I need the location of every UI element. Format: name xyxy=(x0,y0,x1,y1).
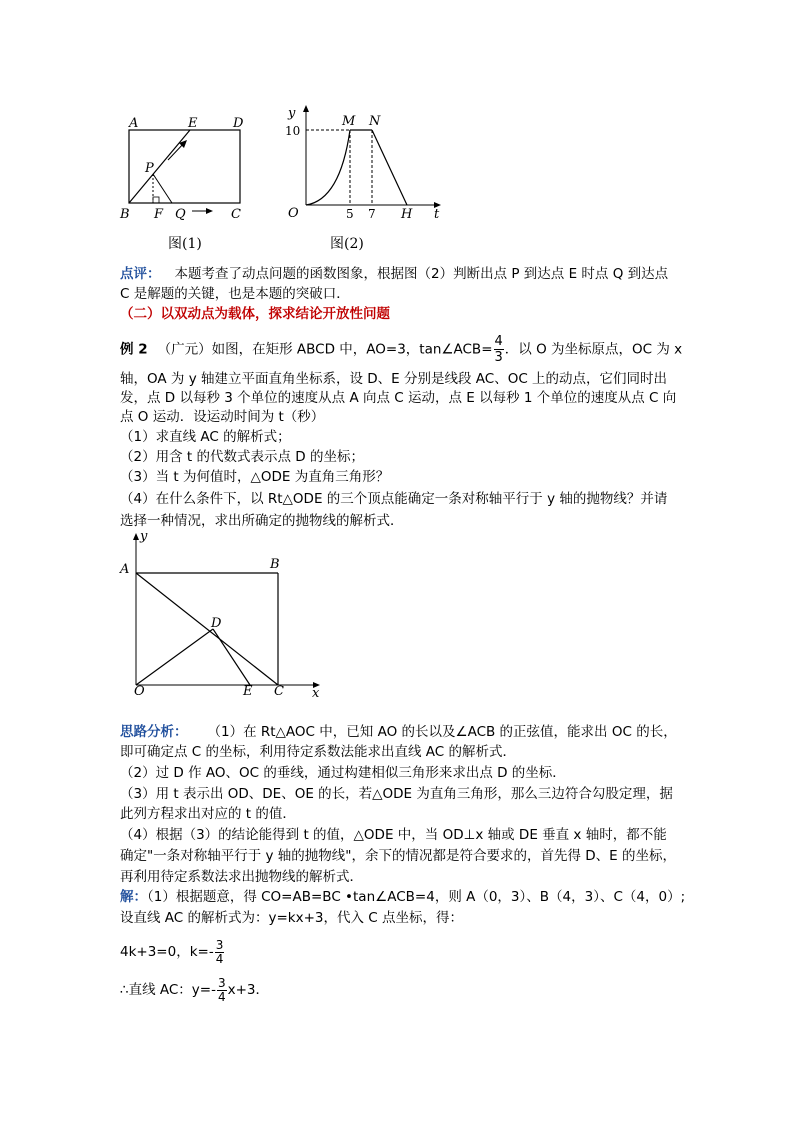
solution-line-1 xyxy=(120,888,685,907)
analysis-line-1 xyxy=(120,723,677,742)
question-2: （2）用含 t 的代数式表示点 D 的坐标； xyxy=(120,449,364,465)
question-4a: （4）在什么条件下，以 Rt△ODE 的三个顶点能确定一条对称轴平行于 y 轴的抛物线？并请 xyxy=(120,491,668,507)
label-y: y xyxy=(140,529,148,544)
example-line-2: 轴，OA 为 y 轴建立平面直角坐标系，设 D、E 分别是线段 AC、OC 上的动点，它们同时出 xyxy=(120,371,668,387)
segment-nh xyxy=(372,130,407,205)
label-n: N xyxy=(369,114,381,129)
solution-line-2: 设直线 AC 的解析式为：y=kx+3，代入 C 点坐标，得： xyxy=(120,910,464,926)
label-5: 5 xyxy=(346,207,354,221)
solution-label: 解： xyxy=(120,889,147,905)
figure-2-caption: 图(2) xyxy=(330,236,364,252)
fraction-numerator: 4 xyxy=(494,334,503,349)
fraction-denominator: 4 xyxy=(217,989,226,1004)
solution-text-3: 4k+3=0，k=- xyxy=(120,944,214,960)
figure-2-graph xyxy=(280,100,445,225)
label-a: A xyxy=(129,116,139,131)
analysis-line-3: （2）过 D 作 AO、OC 的垂线，通过构建相似三角形来求出点 D 的坐标． xyxy=(120,765,566,781)
label-d: D xyxy=(211,616,222,631)
example-line-4: 点 O 运动．设运动时间为 t（秒） xyxy=(120,409,325,425)
label-c: C xyxy=(231,207,241,222)
fraction-denominator: 3 xyxy=(494,350,503,365)
analysis-line-5: 此列方程求出对应的 t 的值． xyxy=(120,806,296,822)
label-7: 7 xyxy=(368,207,376,221)
label-d: D xyxy=(233,116,244,131)
section-title: （二）以双动点为载体，探求结论开放性问题 xyxy=(120,306,390,322)
y-axis-arrow xyxy=(303,105,309,112)
segment-pq xyxy=(153,174,172,203)
segment-od xyxy=(136,629,213,685)
fraction-3-4-a xyxy=(215,939,225,966)
label-q: Q xyxy=(175,207,186,222)
analysis-line-7: 确定"一条对称轴平行于 y 轴的抛物线"，余下的情况都是符合要求的，首先得 D、E 的坐标， xyxy=(120,848,676,864)
question-4b: 选择一种情况，求出所确定的抛物线的解析式． xyxy=(120,513,404,529)
arrow-q-head xyxy=(206,208,213,214)
analysis-text-1: （1）在 Rt△AOC 中，已知 AO 的长以及∠ACB 的正弦值，能求出 OC 的长， xyxy=(207,724,677,740)
fraction-numerator: 3 xyxy=(217,975,226,990)
label-10: 10 xyxy=(285,124,301,138)
example-text-1b: ．以 O 为坐标原点，OC 为 x xyxy=(504,341,683,358)
label-t: t xyxy=(434,207,440,222)
label-x: x xyxy=(312,686,320,698)
question-1: （1）求直线 AC 的解析式； xyxy=(120,429,291,445)
figure-3-coordinate-diagram xyxy=(112,528,327,698)
solution-text-4a: ∴直线 AC：y=- xyxy=(120,982,216,998)
label-e: E xyxy=(188,116,198,131)
example-line-1 xyxy=(120,334,682,365)
fraction-4-3 xyxy=(494,334,504,365)
label-e: E xyxy=(243,684,253,698)
fraction-numerator: 3 xyxy=(215,937,224,952)
example-text-1a: （广元）如图，在矩形 ABCD 中，AO=3，tan∠ACB= xyxy=(157,341,493,358)
comment-text-1: 本题考查了动点问题的函数图象，根据图（2）判断出点 P 到达点 E 时点 Q 到达点 xyxy=(174,266,669,282)
solution-text-1: （1）根据题意，得 CO=AB=BC •tan∠ACB=4，则 A（0，3）、B（4，3）、C（4，0）; xyxy=(147,889,686,905)
comment-line-2: C 是解题的关键，也是本题的突破口． xyxy=(120,286,350,302)
label-y: y xyxy=(288,106,296,121)
figure-1-caption: 图(1) xyxy=(168,236,202,252)
label-c: C xyxy=(274,684,284,698)
label-m: M xyxy=(342,114,356,129)
analysis-line-6: （4）根据（3）的结论能得到 t 的值，△ODE 中，当 OD⊥x 轴或 DE 垂直 x 轴时，都不能 xyxy=(120,827,667,843)
right-angle-mark xyxy=(153,197,159,203)
comment-line-1 xyxy=(120,265,668,284)
analysis-label: 思路分析： xyxy=(120,724,188,740)
label-b: B xyxy=(120,207,130,222)
label-a: A xyxy=(120,562,130,577)
label-h: H xyxy=(401,207,413,222)
segment-ac xyxy=(136,573,278,685)
analysis-line-2: 即可确定点 C 的坐标，利用待定系数法能求出直线 AC 的解析式． xyxy=(120,744,517,760)
question-3: （3）当 t 为何值时，△ODE 为直角三角形？ xyxy=(120,469,390,485)
label-b: B xyxy=(270,557,280,572)
example-line-3: 发，点 D 以每秒 3 个单位的速度从点 A 向点 C 运动，点 E 以每秒 1 个单位的速度从点 C 向 xyxy=(120,390,677,406)
fraction-denominator: 4 xyxy=(215,951,224,966)
label-f: F xyxy=(154,207,164,222)
solution-text-4b: x+3． xyxy=(227,982,270,998)
segment-be xyxy=(129,130,190,203)
segment-de xyxy=(213,629,250,685)
y-axis-arrow xyxy=(133,533,139,540)
label-p: P xyxy=(145,161,154,176)
label-o: O xyxy=(288,206,299,221)
curve-om xyxy=(306,130,350,205)
solution-line-4 xyxy=(120,974,269,1006)
fraction-3-4-b xyxy=(217,977,227,1004)
figure-1-rectangle xyxy=(112,112,257,227)
example-label: 例 2 xyxy=(120,341,148,358)
label-o: O xyxy=(134,684,145,698)
analysis-line-8: 再利用待定系数法求出抛物线的解析式． xyxy=(120,869,363,885)
comment-label: 点评： xyxy=(120,266,161,282)
solution-line-3 xyxy=(120,936,225,968)
analysis-line-4: （3）用 t 表示出 OD、DE、OE 的长，若△ODE 为直角三角形，那么三边符合勾股定理，据 xyxy=(120,786,673,802)
